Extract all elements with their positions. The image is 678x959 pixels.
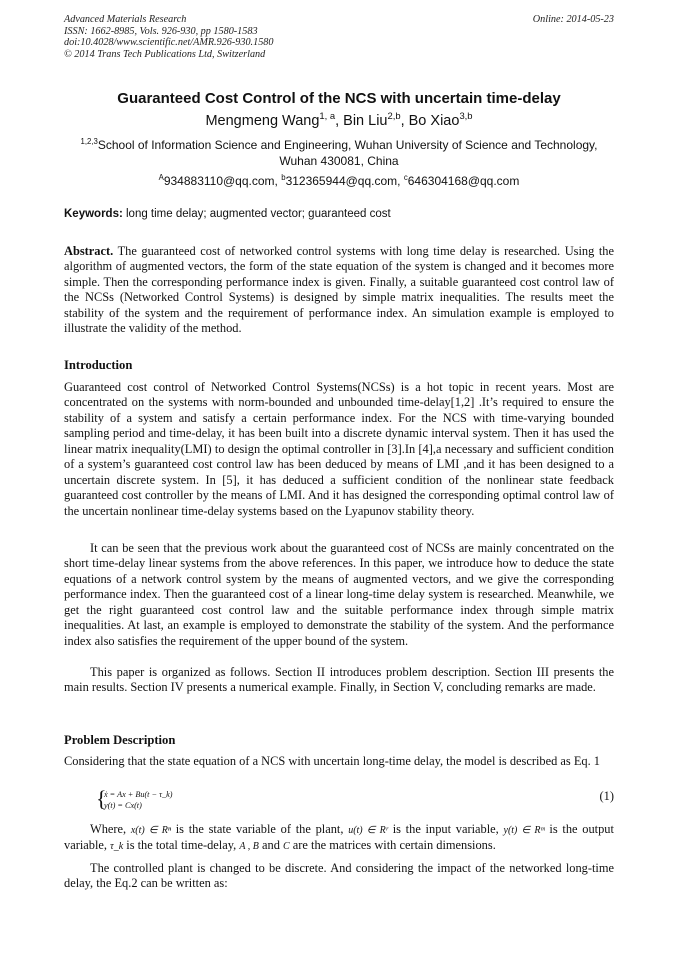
problem-paragraph-1: Considering that the state equation of a NCS with uncertain long-time delay, the model is described as Eq. 1	[64, 754, 600, 768]
online-date: Online: 2014-05-23	[532, 14, 614, 25]
author-affil-sup: 1, a	[319, 110, 336, 122]
keywords-text: long time delay; augmented vector; guaranteed cost	[126, 208, 391, 220]
where-text: is	[549, 822, 558, 836]
input-variable-symbol: u(t) ∈ Rʳ	[348, 825, 388, 836]
author-affil-sup: 2,b	[387, 110, 401, 122]
output-variable-symbol: y(t) ∈ Rᵐ	[503, 825, 545, 836]
where-text: is the state variable of the plant,	[175, 822, 344, 836]
journal-name: Advanced Materials Research	[64, 14, 187, 25]
abstract	[64, 244, 614, 337]
intro-paragraph-1: Guaranteed cost control of Networked Control Systems(NCSs) is a hot topic in recent years. Most are concentrated on the systems with norm-bounded and unbounded time-delay[1,2] .It’s required to ensure the stability of a system and satisfy a certain performance index. For the NCS with time-varying bounded sampling period and time-delay, it has been built into a discrete dynamic interval system. Then it has used the linear matrix inequality(LMI) to design the optimal controller in [3].In [4],a necessary and sufficient condition of a system’s guaranteed cost control law has been deduced by means of LMI ,and it has been designed to a uncertain discrete system. In [5], it has deduced a sufficient condition of the nonlinear state feedback guaranteed cost controller by the means of LMI. And it has designed the corresponding optimal control law of the uncertain nonlinear time-delay systems based on the Lyapunov stability theory.	[64, 380, 614, 518]
author-affil-sup: 3,b	[459, 110, 473, 122]
intro-paragraph-2: It can be seen that the previous work about the guaranteed cost of NCSs are mainly concentrated on the short time-delay linear systems from the above references. In this paper, we introduce how to deduce the state equations of a network control system by the means of augmented vectors, and we give the corresponding performance index. Then the guaranteed cost of a linear long-time delay system is researched. Meanwhile, we get the right guaranteed cost control law and the suitable performance index through simple matrix inequalities. At last, an example is employed to demonstrate the stability of the system. And the performance index also satisfies the requirement of the upper bound of the system.	[64, 541, 614, 648]
email-address[interactable]: 646304168@qq.com	[407, 174, 520, 188]
affiliation-sup: 1,2,3	[80, 137, 98, 146]
email-address[interactable]: 312365944@qq.com	[285, 174, 398, 188]
where-text: and	[262, 838, 280, 853]
journal-header	[64, 14, 614, 60]
equation-number: (1)	[599, 789, 614, 803]
section-heading-problem: Problem Description	[64, 733, 176, 747]
where-text: is the total time-delay,	[126, 838, 237, 853]
time-delay-symbol: τ_k	[110, 841, 124, 853]
author-name: Bo Xiao	[408, 113, 460, 129]
abstract-text: The guaranteed cost of networked control systems with long time delay is researched. Using the algorithm of augmented vectors, the form of the state equation of the system is changed and it becomes more simple. Then the corresponding performance index is given. Finally, a suitable guaranteed cost control law of the NCSs (Networked Control Systems) is designed by simple matrix inequalities. The results meet the stability of the system and the requirement of performance index. An simulation example is employed to illustrate the validity of the method.	[64, 244, 614, 336]
intro-paragraph-3: This paper is organized as follows. Section II introduces problem description. Section III presents the main results. Section IV presents a numerical example. Finally, in Section V, concluding remarks are made.	[64, 665, 614, 695]
affiliation-text: School of Information Science and Engineering, Wuhan University of Science and Technology, Wuhan 430081, China	[97, 138, 598, 168]
email-sup: b	[281, 173, 286, 182]
where-text: is the input variable,	[392, 822, 499, 836]
email-list: $^A$934883110@qq.com, $^b$312365944@qq.com, $^c$646304168@qq.com	[158, 173, 520, 188]
section-heading-introduction: Introduction	[64, 358, 133, 372]
where-text: Where,	[90, 822, 127, 836]
author-name: Mengmeng Wang	[205, 113, 320, 129]
author-list: Mengmeng Wang$^{1, a}$, Bin Liu$^{2,b}$, Bo Xiao$^{3,b}$	[205, 110, 473, 129]
state-equation	[96, 786, 173, 811]
where-text: the output variable,	[64, 822, 614, 853]
email-sup: A	[158, 173, 164, 182]
paper-title: Guaranteed Cost Control of the NCS with uncertain time-delay	[117, 90, 561, 107]
equation-line-1: ẋ = Ax + Bu(t − τ_k)	[104, 790, 173, 799]
keywords-label: Keywords:	[64, 208, 123, 220]
equation-brace: {	[96, 786, 107, 811]
author-name: Bin Liu	[343, 113, 388, 129]
issn-line: ISSN: 1662-8985, Vols. 926-930, pp 1580-1583	[64, 25, 258, 37]
abstract-label: Abstract.	[64, 244, 114, 258]
where-text: are the matrices with certain dimensions.	[292, 838, 496, 853]
copyright-line: © 2014 Trans Tech Publications Ltd, Switzerland	[64, 48, 266, 60]
email-address[interactable]: 934883110@qq.com	[163, 174, 275, 188]
state-variable-symbol: x(t) ∈ Rⁿ	[130, 825, 171, 836]
email-sup: c	[403, 173, 408, 182]
doi-line: doi:10.4028/www.scientific.net/AMR.926-930.1580	[64, 37, 274, 49]
keywords	[64, 208, 614, 220]
where-paragraph	[64, 822, 614, 855]
matrix-ab-symbol: A , B	[239, 841, 259, 853]
equation-line-2: y(t) = Cx(t)	[104, 801, 142, 810]
affiliation	[60, 137, 618, 169]
problem-paragraph-2: The controlled plant is changed to be discrete. And considering the impact of the networked long-time delay, the Eq.2 can be written as:	[64, 861, 614, 891]
matrix-c-symbol: C	[283, 841, 290, 853]
